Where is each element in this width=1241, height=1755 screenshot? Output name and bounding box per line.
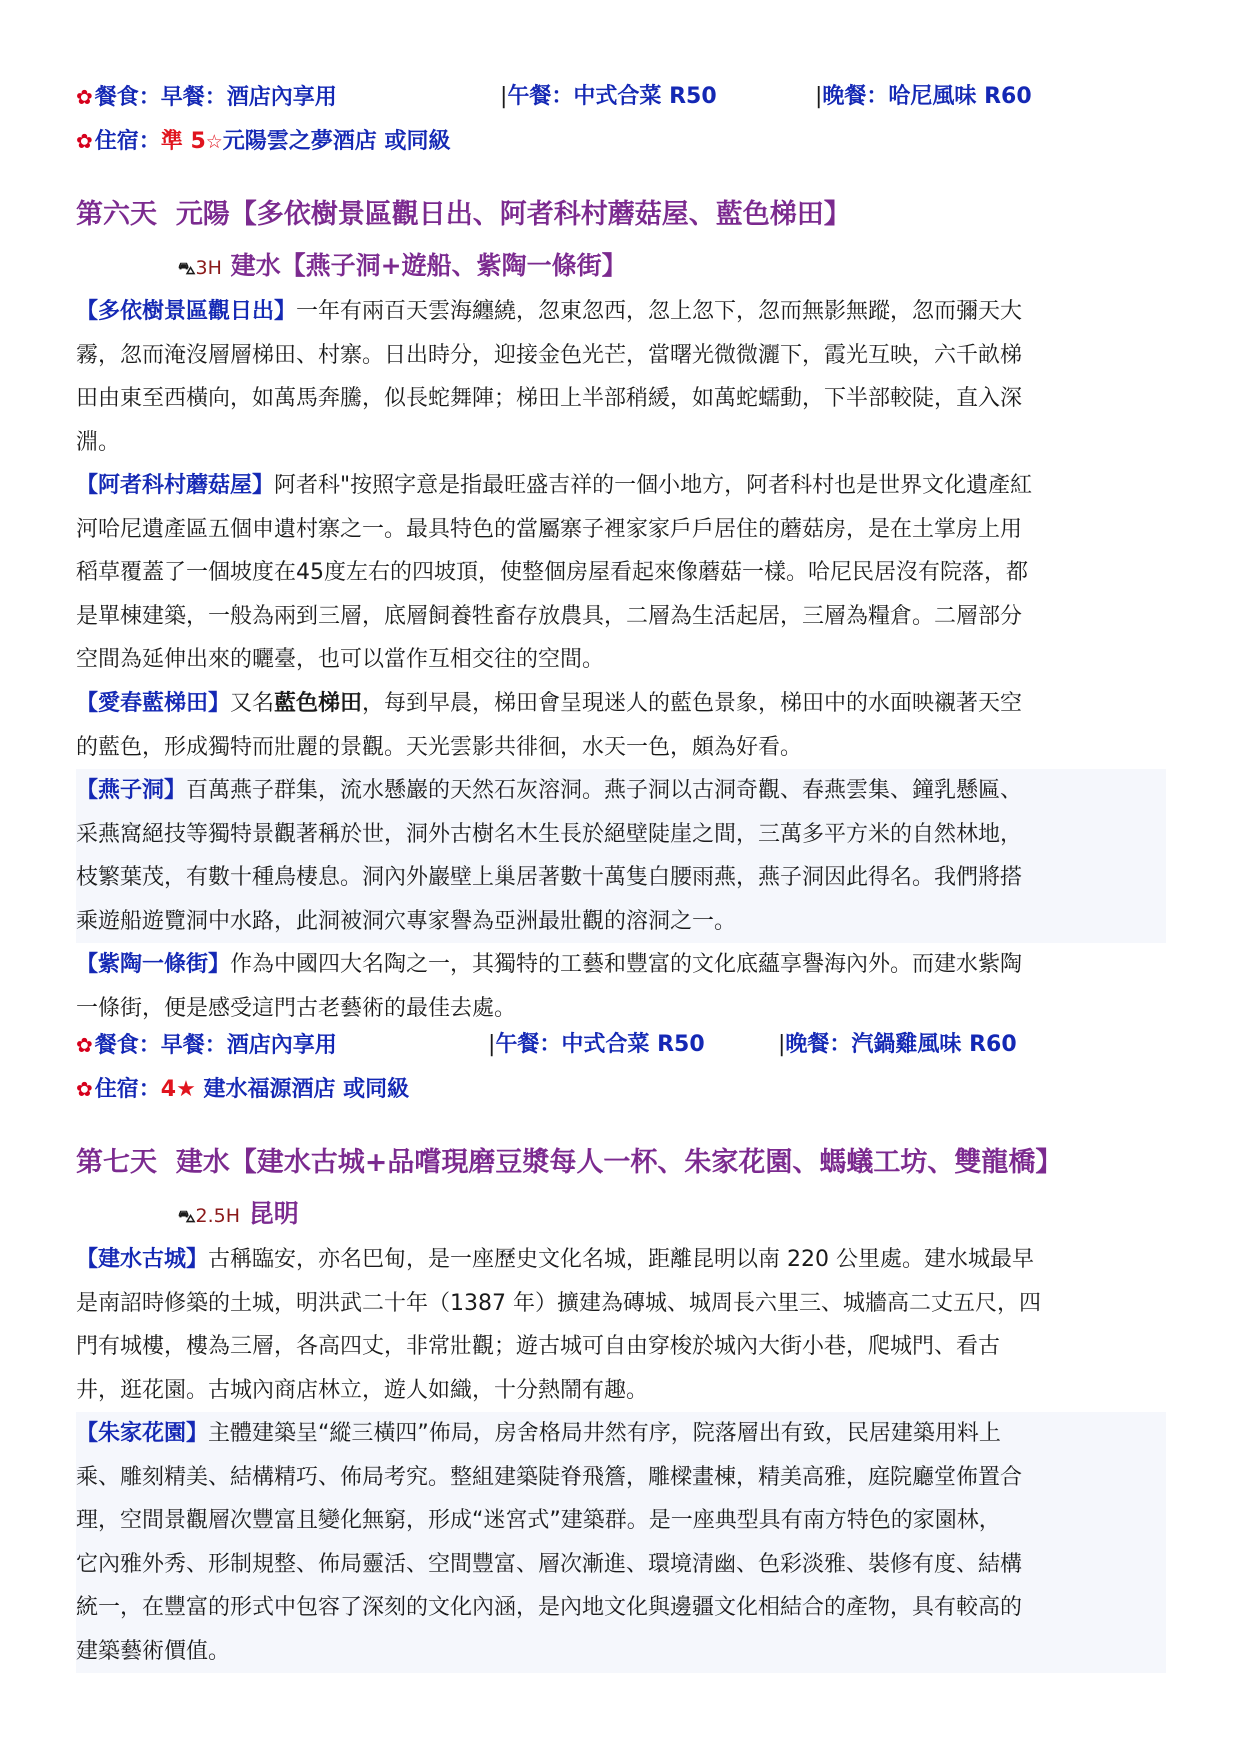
meal-lunch-day5: |午餐：中式合菜 R50 (500, 84, 717, 109)
section-title: 【燕子洞】 (76, 778, 187, 803)
hotel-star-text: 4 (160, 1077, 177, 1102)
meal-lunch: 午餐：中式合菜 R50 (495, 1032, 705, 1057)
section-line: 又名 (230, 691, 275, 716)
day7-label: 第七天 (76, 1147, 157, 1178)
section-line: 霧，忽而淹沒層層梯田、村寨。日出時分，迎接金色光芒，當曙光微微灑下，霞光互映，六千畝梯 (76, 342, 1023, 368)
meal-breakfast: 早餐：酒店內享用 (160, 85, 337, 110)
meals-label: 餐食： (94, 1033, 161, 1058)
transfer-time: 2.5H (195, 1205, 241, 1227)
meal-breakfast: 早餐：酒店內享用 (160, 1033, 337, 1058)
meal-dinner-day5: |晚餐：哈尼風味 R60 (815, 84, 1032, 109)
hotel-star-text: 準 5 (160, 129, 206, 154)
section-line: 理，空間景觀層次豐富且變化無窮，形成“迷宮式”建築群。是一座典型具有南方特色的家園林， (76, 1508, 1001, 1533)
flower-icon: ✿ (76, 1033, 93, 1057)
day6-transfer (178, 249, 627, 286)
day6-title (76, 197, 851, 233)
section-title: 【阿者科村蘑菇屋】 (76, 473, 275, 498)
day7-transfer (178, 1197, 299, 1234)
star-icon: ★ (176, 1077, 196, 1102)
section-line: 古稱臨安，亦名巴甸，是一座歷史文化名城，距離昆明以南 220 公里處。建水城最早 (208, 1247, 1034, 1272)
day7-route: 建水【建水古城+品嚐現磨豆漿每人一杯、朱家花園、螞蟻工坊、雙龍橋】 (175, 1147, 1063, 1178)
section-line: 建築藝術價值。 (76, 1638, 231, 1664)
hotel-line-day6 (76, 1074, 409, 1105)
flower-icon: ✿ (76, 129, 93, 153)
meal-dinner-day6: |晚餐：汽鍋雞風味 R60 (778, 1032, 1017, 1057)
section-zhu-garden (76, 1412, 1166, 1673)
section-line: 門有城樓，樓為三層，各高四丈，非常壯觀；遊古城可自由穿梭於城內大街小巷，爬城門、看古 (76, 1334, 1001, 1359)
transfer-dest: 昆明 (248, 1199, 299, 1228)
section-line: 作為中國四大名陶之一，其獨特的工藝和豐富的文化底蘊享譽海內外。而建水紫陶 (230, 952, 1023, 977)
day6-label: 第六天 (76, 199, 157, 230)
hotel-name: 建水福源酒店 或同級 (203, 1077, 410, 1102)
section-line: 是單棟建築，一般為兩到三層，底層飼養牲畜存放農具，二層為生活起居，三層為糧倉。二層部分 (76, 603, 1023, 629)
section-line: 枝繁葉茂，有數十種鳥棲息。洞內外巖壁上巢居著數十萬隻白腰雨燕，燕子洞因此得名。我們將搭 (76, 865, 1023, 890)
meal-dinner: 晚餐：汽鍋雞風味 R60 (785, 1032, 1017, 1057)
flower-icon: ✿ (76, 85, 93, 109)
transfer-time: 3H (195, 257, 222, 279)
section-title: 【朱家花園】 (76, 1421, 209, 1446)
section-line: 阿者科"按照字意是指最旺盛吉祥的一個小地方，阿者科村也是世界文化遺產紅 (274, 473, 1033, 498)
section-jianshui-old-town (76, 1238, 1166, 1412)
hotel-name: 元陽雲之夢酒店 或同級 (222, 129, 451, 154)
section-title: 【紫陶一條街】 (76, 952, 231, 977)
section-zitao (76, 943, 1166, 1030)
section-line-bold: 藍色梯田 (274, 691, 363, 716)
section-line: 田由東至西橫向，如萬馬奔騰，似長蛇舞陣；梯田上半部稍緩，如萬蛇蠕動，下半部較陡，直入深 (76, 386, 1023, 411)
bus-icon: ⛍ (178, 1207, 196, 1227)
section-line: 它內雅外秀、形制規整、佈局靈活、空間豐富、層次漸進、環境清幽、色彩淡雅、裝修有度、結構 (76, 1551, 1023, 1577)
section-yanzidong (76, 769, 1166, 943)
section-line: 乘遊船遊覽洞中水路，此洞被洞穴專家譽為亞洲最壯觀的溶洞之一。 (76, 908, 737, 934)
section-line: ，每到早晨，梯田會呈現迷人的藍色景象，梯田中的水面映襯著天空 (362, 691, 1023, 716)
section-line: 河哈尼遺產區五個申遺村寨之一。最具特色的當屬寨子裡家家戶戶居住的蘑菇房，是在土掌房上用 (76, 516, 1023, 542)
meal-dinner: 晚餐：哈尼風味 R60 (822, 84, 1032, 109)
section-line: 采燕窩絕技等獨特景觀著稱於世，洞外古樹名木生長於絕壁陡崖之間，三萬多平方米的自然林地， (76, 821, 1023, 847)
flower-icon: ✿ (76, 1077, 93, 1101)
section-line: 的藍色，形成獨特而壯麗的景觀。天光雲影共徘徊，水天一色，頗為好看。 (76, 734, 803, 760)
section-line: 是南詔時修築的土城，明洪武二十年（1387 年）擴建為磚城、城周長六里三、城牆高二丈五尺，四 (76, 1290, 1041, 1316)
section-duoyishu (76, 290, 1166, 464)
star-outline-icon: ☆ (205, 131, 223, 153)
meal-lunch: 午餐：中式合菜 R50 (507, 84, 717, 109)
day6-route: 元陽【多依樹景區觀日出、阿者科村蘑菇屋、藍色梯田】 (175, 199, 851, 230)
section-line: 統一，在豐富的形式中包容了深刻的文化內涵，是內地文化與邊疆文化相結合的產物，具有較高的 (76, 1595, 1023, 1620)
section-line: 乘、雕刻精美、結構精巧、佈局考究。整組建築陡脊飛簷，雕樑畫棟，精美高雅，庭院廳堂佈置合 (76, 1464, 1023, 1490)
hotel-label: 住宿： (94, 1077, 161, 1102)
section-line: 主體建築呈“縱三橫四”佈局，房舍格局井然有序，院落層出有致，民居建築用料上 (208, 1421, 1001, 1446)
section-line: 稻草覆蓋了一個坡度在45度左右的四坡頂，使整個房屋看起來像蘑菇一樣。哈尼民居沒有院落，都 (76, 560, 1028, 585)
section-line: 百萬燕子群集，流水懸巖的天然石灰溶洞。燕子洞以古洞奇觀、春燕雲集、鐘乳懸匾、 (186, 778, 1023, 803)
section-line: 一年有兩百天雲海纏繞，忽東忽西，忽上忽下，忽而無影無蹤，忽而彌天大 (296, 299, 1023, 324)
meals-label: 餐食： (94, 85, 161, 110)
section-line: 井，逛花園。古城內商店林立，遊人如織，十分熱鬧有趣。 (76, 1377, 649, 1403)
meal-lunch-day6: |午餐：中式合菜 R50 (488, 1032, 705, 1057)
section-line: 一條街，便是感受這門古老藝術的最佳去處。 (76, 995, 517, 1021)
section-line: 空間為延伸出來的曬臺，也可以當作互相交往的空間。 (76, 647, 605, 672)
bus-icon: ⛍ (178, 259, 196, 279)
day7-title (76, 1145, 1062, 1181)
section-title: 【多依樹景區觀日出】 (76, 299, 297, 324)
meals-line-day5 (76, 82, 337, 113)
hotel-label: 住宿： (94, 129, 161, 154)
meals-line-day6 (76, 1030, 337, 1061)
section-line: 淵。 (76, 429, 121, 455)
section-title: 【建水古城】 (76, 1247, 209, 1272)
section-title: 【愛春藍梯田】 (76, 691, 231, 716)
hotel-line-day5 (76, 126, 450, 157)
transfer-dest: 建水【燕子洞+遊船、紫陶一條街】 (230, 251, 627, 280)
section-azheke (76, 464, 1166, 682)
section-aichun (76, 682, 1166, 769)
